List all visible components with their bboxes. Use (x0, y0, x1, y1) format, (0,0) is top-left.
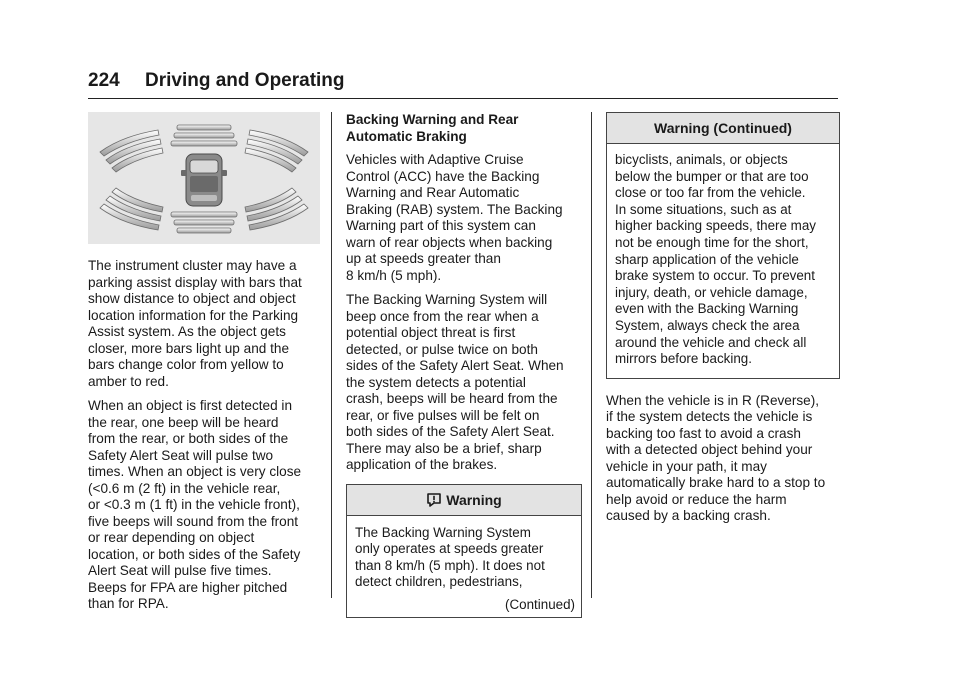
section-heading: Backing Warning and Rear Automatic Braking (346, 112, 519, 144)
paragraph: When the vehicle is in R (Reverse), if the system detects the vehicle is backing too fast to avoid a crash with a detected object behind your vehicle in your path, it may automatically brake hard to a stop to help avoid or reduce the harm caused by a backing crash. (606, 392, 826, 524)
rear-center-bar (177, 228, 231, 233)
front-center-bar (171, 141, 237, 146)
column-1 (88, 112, 320, 621)
warning-continued: (Continued) (505, 596, 575, 612)
parking-assist-display-figure (88, 112, 320, 244)
warning-box (346, 484, 582, 619)
warning-title-text: Warning (446, 491, 502, 508)
warning-title (347, 485, 581, 516)
parking-assist-display-icon (88, 112, 320, 244)
warning-continued-box (606, 112, 840, 379)
rear-center-bar (174, 220, 234, 225)
page-header (88, 70, 838, 96)
paragraph: Vehicles with Adaptive Cruise Control (ACC) have the Backing Warning and Rear Automatic Braking (RAB) system. The Backing Warning part of this system can warn of rear objects when backing up at speeds greater than 8 km/h (5 mph). (346, 152, 563, 283)
paragraph: The instrument cluster may have a parking assist display with bars that show distance to object and object location information for the Parking Assist system. As the object gets closer, more bars light up and the bars change color from yellow to amber to red. (88, 258, 302, 389)
rear-center-bar (171, 212, 237, 217)
chapter-title: Driving and Operating (145, 70, 345, 91)
vehicle-icon (181, 154, 227, 206)
paragraph: The Backing Warning System will beep once from the rear when a potential object threat is first detected, or pulse twice on both sides of the Safety Alert Seat. When the system detects a potential crash, beeps will be heard from the rear, or five pulses will be felt on both sides of the Safety Alert Seat. There may also be a brief, sharp application of the brakes. (346, 292, 564, 472)
warning-body: The Backing Warning System only operates at speeds greater than 8 km/h (5 mph). It does not detect children, pedestrians, (355, 524, 545, 589)
front-center-bar (177, 125, 231, 130)
front-center-bar (174, 133, 234, 138)
paragraph: When an object is first detected in the rear, one beep will be heard from the rear, or both sides of the Safety Alert Seat will pulse two times. When an object is very close (<0.6 m (2 ft) in the vehicle rear, or <0.3 m (1 ft) in the vehicle front), five beeps will sound from the front or rear depending on object location, or both sides of the Safety Alert Seat will pulse five times. Beeps for FPA are higher pitched than for RPA. (88, 398, 302, 611)
header-rule (88, 98, 838, 99)
column-2 (346, 112, 582, 618)
warning-continued-title: Warning (Continued) (607, 113, 839, 144)
column-3 (606, 112, 840, 533)
column-divider-1 (331, 112, 332, 598)
warning-continued-body: bicyclists, animals, or objects below the bumper or that are too close or too far from the vehicle. In some situations, such as at higher backing speeds, there may not be enough time for the short, sharp application of the vehicle brake system to occur. To prevent injury, death, or vehicle damage, even with the Backing Warning System, always check the area around the vehicle and check all mirrors before backing. (615, 152, 816, 367)
column-divider-2 (591, 112, 592, 598)
page-number: 224 (88, 70, 120, 91)
warning-symbol-icon (426, 492, 442, 508)
